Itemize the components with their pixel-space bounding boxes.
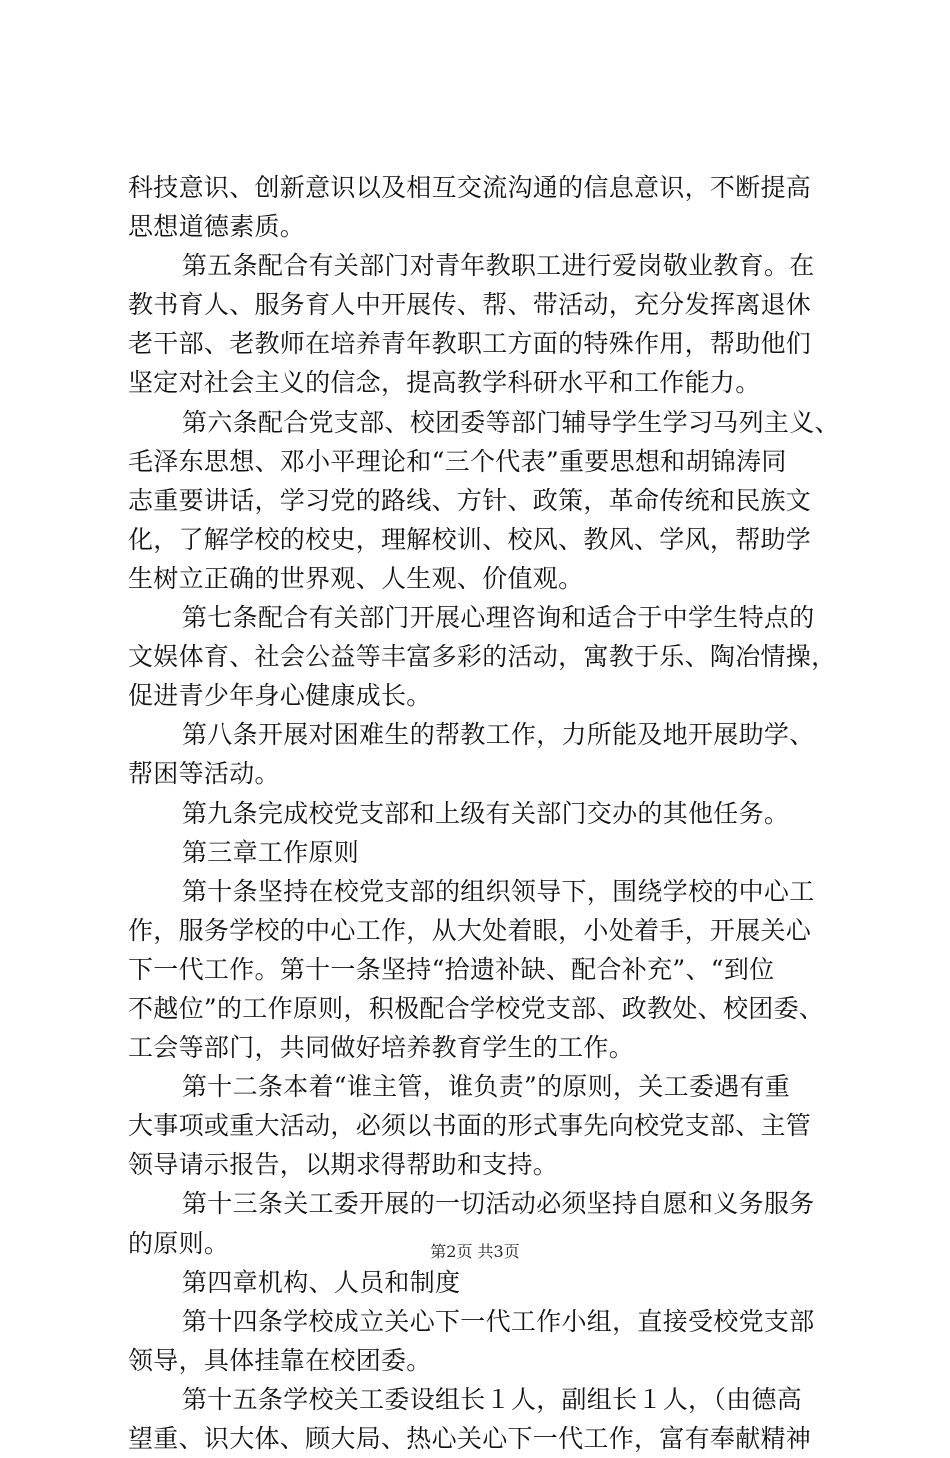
text-line: 第七条配合有关部门开展心理咨询和适合于中学生特点的 bbox=[182, 603, 815, 633]
text-line: 第十条坚持在校党支部的组织领导下，围绕学校的中心工 bbox=[182, 876, 815, 906]
text-line: 大事项或重大活动，必须以书面的形式事先向校党支部、主管 bbox=[128, 1111, 812, 1141]
text-line: 第四章机构、人员和制度 bbox=[182, 1267, 461, 1297]
text-line: 第十三条关工委开展的一切活动必须坚持自愿和义务服务 bbox=[182, 1189, 815, 1219]
text-line: 作，服务学校的中心工作，从大处着眼，小处着手，开展关心 bbox=[128, 915, 812, 945]
text-line: 下一代工作。第十一条坚持“拾遗补缺、配合补充”、“到位 bbox=[128, 954, 775, 984]
text-line: 生树立正确的世界观、人生观、价值观。 bbox=[128, 563, 584, 593]
text-line: 第五条配合有关部门对青年教职工进行爱岗敬业教育。在 bbox=[182, 251, 815, 281]
text-line: 第十二条本着“谁主管，谁负责”的原则，关工委遇有重 bbox=[182, 1072, 791, 1102]
text-line: 领导，具体挂靠在校团委。 bbox=[128, 1345, 432, 1375]
text-line: 领导请示报告，以期求得帮助和支持。 bbox=[128, 1150, 559, 1180]
text-line: 帮困等活动。 bbox=[128, 759, 280, 789]
text-line: 第十四条学校成立关心下一代工作小组，直接受校党支部 bbox=[182, 1306, 815, 1336]
text-line: 文娱体育、社会公益等丰富多彩的活动，寓教于乐、陶冶情操， bbox=[128, 642, 837, 672]
text-line: 第十五条学校关工委设组长１人，副组长１人，（由德高 bbox=[182, 1384, 803, 1414]
text-line: 促进青少年身心健康成长。 bbox=[128, 681, 432, 711]
text-line: 第六条配合党支部、校团委等部门辅导学生学习马列主义、 bbox=[182, 407, 840, 437]
text-line: 科技意识、创新意识以及相互交流沟通的信息意识，不断提高 bbox=[128, 173, 812, 202]
text-line: 化，了解学校的校史，理解校训、校风、教风、学风，帮助学 bbox=[128, 524, 812, 554]
text-line: 第九条完成校党支部和上级有关部门交办的其他任务。 bbox=[182, 798, 790, 828]
text-line: 老干部、老教师在培养青年教职工方面的特殊作用，帮助他们 bbox=[128, 329, 812, 359]
text-line: 毛泽东思想、邓小平理论和“三个代表”重要思想和胡锦涛同 bbox=[128, 446, 787, 476]
text-line: 的原则。 bbox=[128, 1228, 230, 1258]
document-body bbox=[128, 168, 840, 1458]
page-footer: 第2页 共3页 bbox=[430, 1242, 520, 1261]
text-line: 思想道德素质。 bbox=[128, 212, 306, 242]
text-line: 教书育人、服务育人中开展传、帮、带活动，充分发挥离退休 bbox=[128, 290, 812, 320]
text-line: 坚定对社会主义的信念，提高教学科研水平和工作能力。 bbox=[128, 368, 761, 398]
text-line: 第八条开展对困难生的帮教工作，力所能及地开展助学、 bbox=[182, 720, 815, 750]
text-line: 第三章工作原则 bbox=[182, 837, 360, 867]
text-line: 工会等部门，共同做好培养教育学生的工作。 bbox=[128, 1033, 635, 1063]
text-line: 志重要讲话，学习党的路线、方针、政策，革命传统和民族文 bbox=[128, 485, 812, 515]
text-line: 望重、识大体、顾大局、热心关心下一代工作，富有奉献精神 bbox=[128, 1424, 812, 1453]
text-line: 不越位”的工作原则，积极配合学校党支部、政教处、校团委、 bbox=[128, 993, 825, 1023]
